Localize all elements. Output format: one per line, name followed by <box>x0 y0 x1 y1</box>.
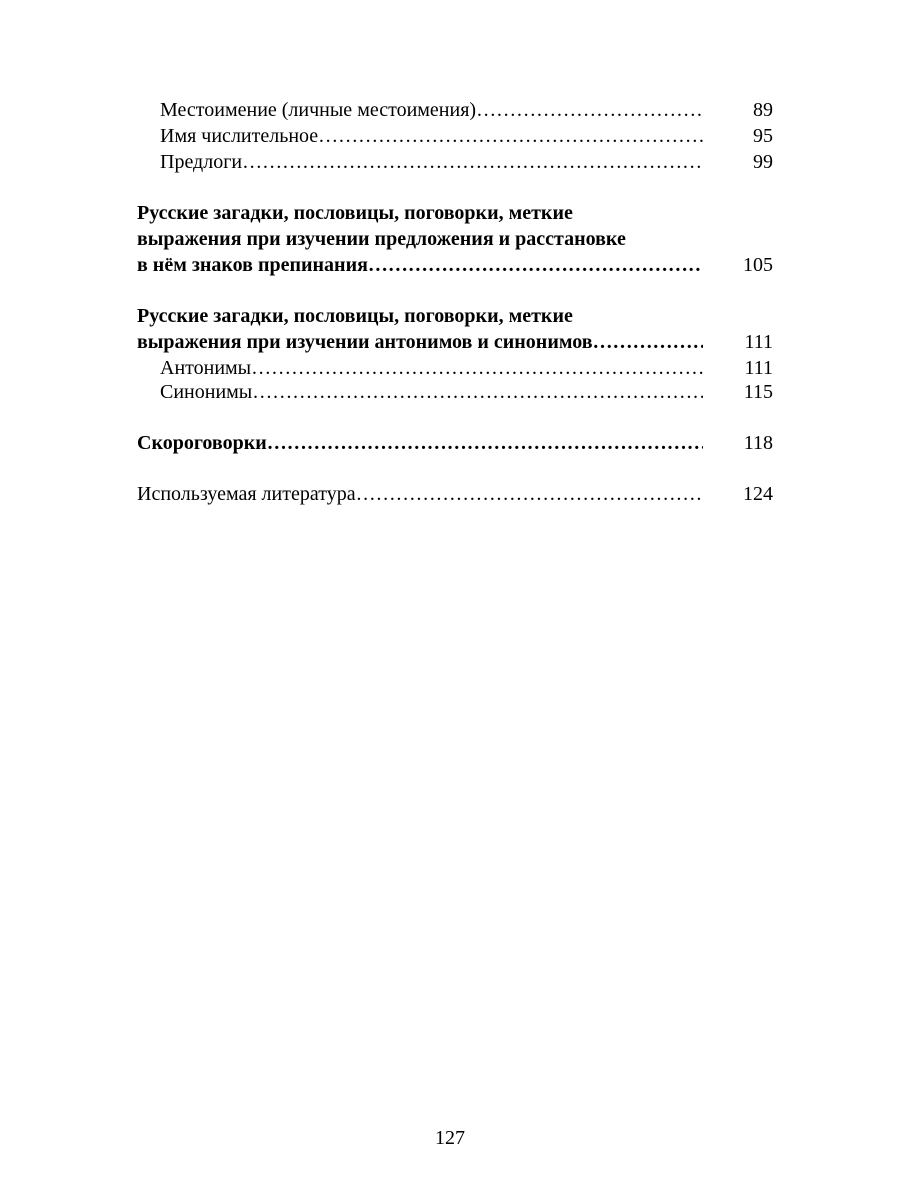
toc-section-title-line: Русские загадки, пословицы, поговорки, меткие <box>137 305 573 327</box>
dot-leader <box>318 123 703 149</box>
dot-leader <box>251 355 703 381</box>
toc-entry <box>160 97 773 123</box>
toc-entry-title: Имя числительное <box>160 125 319 147</box>
toc-section-title-line: выражения при изучении предложения и расстановке <box>137 228 626 250</box>
toc-entry-page: 99 <box>753 151 773 173</box>
toc-entry-page: 111 <box>744 331 773 353</box>
dot-leader <box>476 97 703 123</box>
toc-entry <box>137 481 773 507</box>
toc-entry-page: 124 <box>743 483 773 505</box>
toc-entry-page: 118 <box>743 432 773 454</box>
toc-entry-title: Синонимы <box>160 381 253 403</box>
dot-leader <box>252 379 703 405</box>
toc-entry-page: 111 <box>744 357 773 379</box>
toc-section-title-line: Русские загадки, пословицы, поговорки, меткие <box>137 202 573 224</box>
toc-section-entry <box>137 329 773 355</box>
toc-entry-title: Местоимение (личные местоимения) <box>160 99 477 121</box>
toc-entry-page: 89 <box>753 99 773 121</box>
toc-entry-page: 115 <box>743 381 773 403</box>
dot-leader <box>242 149 703 175</box>
toc-entry <box>160 355 773 381</box>
toc-entry <box>160 149 773 175</box>
toc-section-entry <box>137 430 773 456</box>
dot-leader <box>267 430 703 456</box>
toc-entry-title: выражения при изучении антонимов и синонимов <box>137 331 593 353</box>
toc-entry-title: в нём знаков препинания <box>137 254 368 276</box>
toc-entry-page: 95 <box>753 125 773 147</box>
toc-section-entry <box>137 252 773 278</box>
toc-entry <box>160 379 773 405</box>
toc-entry-title: Предлоги <box>160 151 243 173</box>
toc-entry-title: Антонимы <box>160 357 252 379</box>
toc-entry-title: Скороговорки <box>137 432 267 454</box>
toc-entry-title: Используемая литература <box>137 483 356 505</box>
page-number: 127 <box>435 1127 465 1149</box>
dot-leader <box>593 329 703 355</box>
dot-leader <box>368 252 703 278</box>
dot-leader <box>356 481 703 507</box>
toc-entry-page: 105 <box>743 254 773 276</box>
toc-entry <box>160 123 773 149</box>
